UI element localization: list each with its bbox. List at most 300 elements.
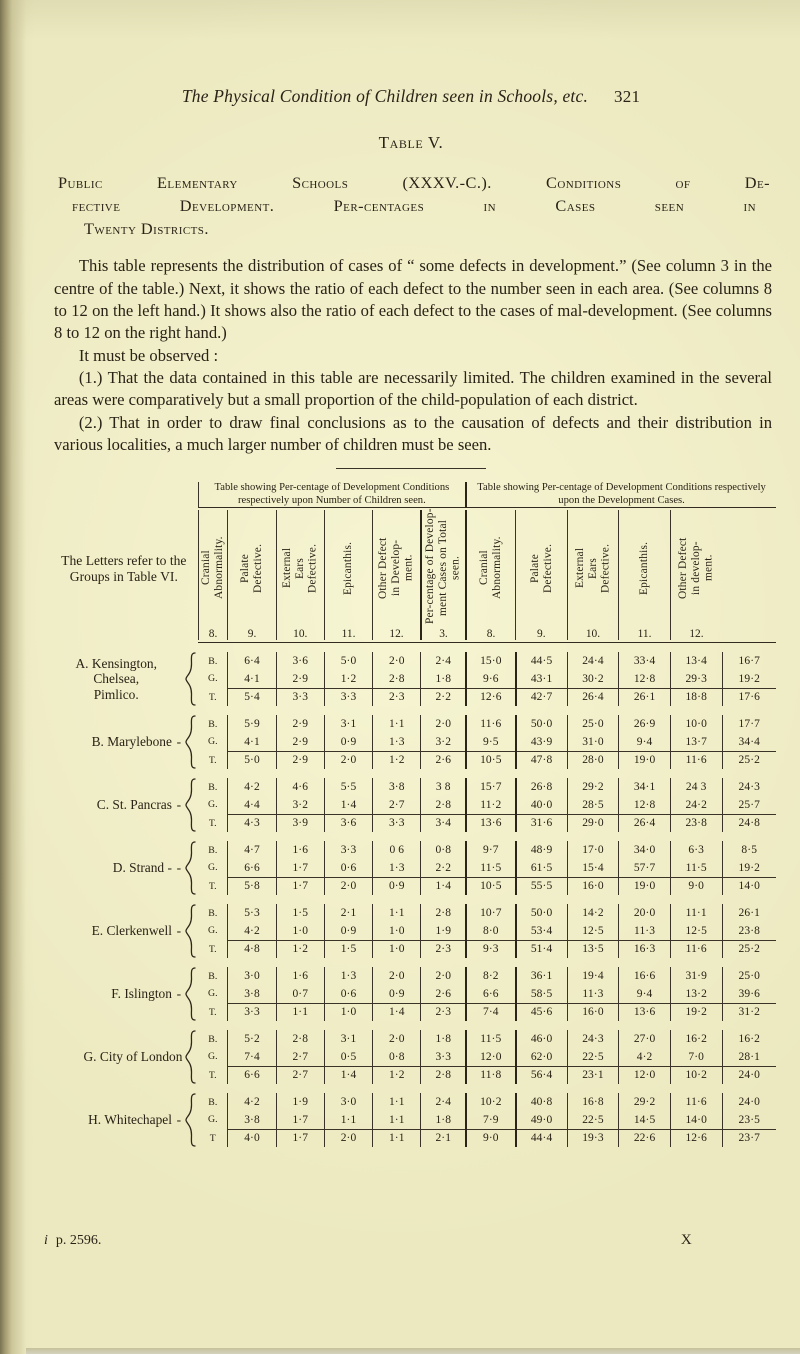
header-main: Palate xyxy=(528,553,541,583)
header-cranial-abnormality-right xyxy=(466,510,515,628)
row-group-brace xyxy=(182,967,198,1021)
table-cell: 0·9 xyxy=(373,985,421,1003)
table-number-heading: Table V. xyxy=(378,133,444,152)
row-area-label xyxy=(50,715,182,769)
row-sex-label: G. xyxy=(208,799,218,811)
header-palate-defective-left xyxy=(228,510,276,628)
header-epicanthis-right xyxy=(619,510,671,628)
table-cell: 1·1 xyxy=(373,904,421,922)
row-spacer xyxy=(50,1021,776,1030)
table-cell: 11·1 xyxy=(670,904,722,922)
row-area-dash: - xyxy=(171,860,183,876)
header-main: Other Defect xyxy=(677,536,690,599)
table-cell: 10·5 xyxy=(466,877,515,895)
spacer-cell xyxy=(50,1021,776,1030)
table-cell: 24·0 xyxy=(722,1093,776,1111)
table-cell: 34·4 xyxy=(722,733,776,751)
row-area-label-line: Chelsea, xyxy=(93,671,140,687)
table-cell: 4·2 xyxy=(619,1048,671,1066)
table-cell: 9·4 xyxy=(619,733,671,751)
table-cell: 1·1 xyxy=(373,1129,421,1147)
table-cell: 44·5 xyxy=(516,652,568,670)
table-cell: 11·6 xyxy=(670,751,722,769)
row-area-dash: - xyxy=(171,797,183,813)
table-cell: 3·2 xyxy=(276,796,324,814)
column-header-row xyxy=(50,510,776,628)
table-row xyxy=(50,904,776,922)
column-number-11-right: 11. xyxy=(619,628,671,640)
table-cell: 1·9 xyxy=(276,1093,324,1111)
table-cell: 14·0 xyxy=(670,1111,722,1129)
table-cell: 7·0 xyxy=(670,1048,722,1066)
row-group-brace xyxy=(182,1030,198,1084)
header-sub: Abnormality. xyxy=(491,536,504,600)
table-cell: 9·3 xyxy=(466,940,515,958)
header-label-vertical xyxy=(529,512,555,624)
table-cell: 9·0 xyxy=(670,877,722,895)
table-cell: 3·3 xyxy=(276,688,324,706)
header-palate-defective-right xyxy=(516,510,568,628)
development-conditions-table xyxy=(50,482,776,1147)
table-cell: 9·0 xyxy=(466,1129,515,1147)
header-sub2: ment. xyxy=(402,554,415,582)
table-cell: 15·0 xyxy=(466,652,515,670)
header-epicanthis-left xyxy=(324,510,372,628)
table-cell: 2·7 xyxy=(373,796,421,814)
table-cell: 0·8 xyxy=(373,1048,421,1066)
table-cell: 13·4 xyxy=(670,652,722,670)
header-main: Cranial xyxy=(200,550,213,586)
table-cell: 12·5 xyxy=(567,922,619,940)
table-cell: 12·0 xyxy=(466,1048,515,1066)
table-cell: 16·3 xyxy=(619,940,671,958)
table-cell: 3·3 xyxy=(228,1003,276,1021)
table-cell: 2·0 xyxy=(324,751,372,769)
table-cell: 1·7 xyxy=(276,1129,324,1147)
caption-stub-spacer xyxy=(50,482,198,508)
header-sub: in Develop- xyxy=(390,539,403,596)
table-cell: 11·2 xyxy=(466,796,515,814)
table-cell: 44·4 xyxy=(516,1129,568,1147)
right-section-caption: Table showing Per-centage of Development Conditions respectively upon the Development Cases. xyxy=(466,482,776,508)
table-cell: 15·4 xyxy=(567,859,619,877)
table-cell: 16·0 xyxy=(567,1003,619,1021)
table-cell: 2·0 xyxy=(421,715,466,733)
row-spacer xyxy=(50,769,776,778)
table-cell: 1·4 xyxy=(373,1003,421,1021)
spacer-cell xyxy=(50,643,776,653)
table-cell: 3·8 xyxy=(228,985,276,1003)
table-cell: 34·1 xyxy=(619,778,671,796)
row-sex-label: G. xyxy=(208,862,218,874)
row-area-label-line: E. Clerkenwell xyxy=(91,923,172,939)
table-cell: 3·0 xyxy=(324,1093,372,1111)
row-sex-label: B. xyxy=(208,844,218,856)
row-group-brace xyxy=(182,904,198,958)
table-cell: 4·1 xyxy=(228,733,276,751)
table-cell: 58·5 xyxy=(516,985,568,1003)
table-cell: 29·3 xyxy=(670,670,722,688)
spacer-cell xyxy=(50,706,776,715)
table-cell: 9·5 xyxy=(466,733,515,751)
column-number-8-right: 8. xyxy=(466,628,515,640)
table-cell: 0·8 xyxy=(421,841,466,859)
table-cell: 8·5 xyxy=(722,841,776,859)
header-main: Other Defect xyxy=(377,536,390,599)
table-cell: 16·8 xyxy=(567,1093,619,1111)
table-cell: 19·3 xyxy=(567,1129,619,1147)
table-cell: 1·9 xyxy=(421,922,466,940)
table-cell: 8·2 xyxy=(466,967,515,985)
table-cell: 28·5 xyxy=(567,796,619,814)
table-cell: 17·6 xyxy=(722,688,776,706)
table-cell: 1·2 xyxy=(373,751,421,769)
row-area-label-line: F. Islington xyxy=(111,986,172,1002)
table-cell: 33·4 xyxy=(619,652,671,670)
table-cell: 1·6 xyxy=(276,841,324,859)
header-other-defect-left xyxy=(373,510,421,628)
table-cell: 19·2 xyxy=(722,859,776,877)
header-sub2: Defective. xyxy=(306,543,319,593)
table-cell: 26·9 xyxy=(619,715,671,733)
table-cell: 1·8 xyxy=(421,1030,466,1048)
table-cell: 13·6 xyxy=(619,1003,671,1021)
row-area-label-line: B. Marylebone xyxy=(91,734,172,750)
row-group-brace xyxy=(182,715,198,769)
table-row xyxy=(50,652,776,670)
row-sex-label: G. xyxy=(208,673,218,685)
table-cell: 28·1 xyxy=(722,1048,776,1066)
table-cell: 2·8 xyxy=(276,1030,324,1048)
table-cell: 11·5 xyxy=(670,859,722,877)
table-cell: 39·6 xyxy=(722,985,776,1003)
table-cell: 6·6 xyxy=(466,985,515,1003)
header-external-ears-defective-left xyxy=(276,510,324,628)
column-number-12-right: 12. xyxy=(670,628,722,640)
table-cell: 2·1 xyxy=(421,1129,466,1147)
table-cell: 17·0 xyxy=(567,841,619,859)
table-cell: 11·6 xyxy=(670,1093,722,1111)
table-cell: 10·2 xyxy=(670,1066,722,1084)
row-sex-label: T xyxy=(209,1132,216,1144)
table-cell: 19·2 xyxy=(670,1003,722,1021)
row-sex-label: B. xyxy=(208,655,218,667)
table-cell: 3·3 xyxy=(324,841,372,859)
header-sub: Defective. xyxy=(252,543,265,593)
table-cell: 12·8 xyxy=(619,670,671,688)
table-cell: 4·2 xyxy=(228,1093,276,1111)
row-area-label-line: A. Kensington, xyxy=(75,655,157,671)
table-cell: 1·1 xyxy=(276,1003,324,1021)
row-sex-label: T. xyxy=(208,817,217,829)
table-row xyxy=(50,967,776,985)
table-cell: 11·3 xyxy=(619,922,671,940)
column-number-10-right: 10. xyxy=(567,628,619,640)
spacer-cell xyxy=(50,769,776,778)
table-cell: 1·1 xyxy=(324,1111,372,1129)
table-cell: 62·0 xyxy=(516,1048,568,1066)
table-cell: 36·1 xyxy=(516,967,568,985)
table-cell: 12·6 xyxy=(466,688,515,706)
table-cell: 1·7 xyxy=(276,859,324,877)
table-cell: 24·8 xyxy=(722,814,776,832)
table-cell: 2·0 xyxy=(421,967,466,985)
data-table-wrapper xyxy=(44,482,778,1147)
row-sex-label: B. xyxy=(208,907,218,919)
table-cell: 13·2 xyxy=(670,985,722,1003)
spacer-cell xyxy=(50,895,776,904)
stub-column-header xyxy=(50,510,198,628)
column-number-stub xyxy=(50,628,198,640)
table-cell: 1·4 xyxy=(324,796,372,814)
header-main: Cranial xyxy=(478,550,491,586)
table-cell: 5·0 xyxy=(324,652,372,670)
table-cell: 10·7 xyxy=(466,904,515,922)
column-number-9-left: 9. xyxy=(228,628,276,640)
table-cell: 7·4 xyxy=(466,1003,515,1021)
table-cell: 24·3 xyxy=(567,1030,619,1048)
table-cell: 16·2 xyxy=(722,1030,776,1048)
table-cell: 16·6 xyxy=(619,967,671,985)
row-area-dash: - xyxy=(171,1112,183,1128)
table-cell: 3·6 xyxy=(276,652,324,670)
table-cell: 31·9 xyxy=(670,967,722,985)
header-label-vertical xyxy=(677,512,715,624)
body-paragraph-1: This table represents the distribution of cases of “ some defects in development.” (See column 3 in the centre of the table.) Next, it shows the ratio of each defect to the number seen in each area. (See columns 8 to 12 on the left hand.) It shows also the ratio of each defect to the cases of mal-development. (See columns 8 to 12 on the right hand.) xyxy=(54,256,772,343)
table-cell: 3·8 xyxy=(373,778,421,796)
header-cranial-abnormality-left xyxy=(198,510,228,628)
row-sex-label: G. xyxy=(208,1114,218,1126)
table-cell: 3·3 xyxy=(421,1048,466,1066)
header-sub: Ears xyxy=(586,557,599,579)
body-paragraph-2: It must be observed : xyxy=(78,345,219,365)
table-cell: 2·2 xyxy=(421,688,466,706)
table-cell: 29·2 xyxy=(567,778,619,796)
table-cell: 9·6 xyxy=(466,670,515,688)
table-cell: 3·1 xyxy=(324,715,372,733)
table-cell: 23·8 xyxy=(722,922,776,940)
table-cell: 3·2 xyxy=(421,733,466,751)
table-title xyxy=(44,171,778,240)
row-sex-label: T. xyxy=(208,880,217,892)
table-cell: 48·9 xyxy=(516,841,568,859)
table-cell: 0·7 xyxy=(276,985,324,1003)
table-cell: 5·0 xyxy=(228,751,276,769)
header-label-vertical xyxy=(200,512,226,624)
row-area-label xyxy=(50,967,182,1021)
table-cell: 5·8 xyxy=(228,877,276,895)
table-cell: 49·0 xyxy=(516,1111,568,1129)
header-sub2: ment. xyxy=(702,554,715,582)
table-cell: 25·2 xyxy=(722,940,776,958)
table-cell: 5·3 xyxy=(228,904,276,922)
table-cell: 1·4 xyxy=(421,877,466,895)
table-cell: 2·3 xyxy=(373,688,421,706)
table-cell: 2·3 xyxy=(421,940,466,958)
table-cell: 56·4 xyxy=(516,1066,568,1084)
column-number-row xyxy=(50,628,776,640)
row-spacer xyxy=(50,643,776,653)
table-cell: 2·1 xyxy=(324,904,372,922)
row-group-brace xyxy=(182,778,198,832)
footnote-signature: i xyxy=(44,1233,48,1248)
table-cell: 5·2 xyxy=(228,1030,276,1048)
table-cell: 25·7 xyxy=(722,796,776,814)
body-paragraph-4: (2.) That in order to draw final conclusions as to the causation of defects and their distribution in various localities, a much larger number of children must be seen. xyxy=(54,412,772,454)
table-cell: 1·2 xyxy=(373,1066,421,1084)
table-cell: 46·0 xyxy=(516,1030,568,1048)
header-label-vertical xyxy=(239,512,265,624)
row-group-brace xyxy=(182,1093,198,1147)
table-cell: 6·4 xyxy=(228,652,276,670)
table-cell: 1·1 xyxy=(373,1111,421,1129)
header-label-vertical xyxy=(638,512,651,624)
column-number-10-left: 10. xyxy=(276,628,324,640)
row-spacer xyxy=(50,706,776,715)
row-sex-label: T. xyxy=(208,691,217,703)
header-sub: Ears xyxy=(293,557,306,579)
table-cell: 1·0 xyxy=(373,940,421,958)
table-cell: 19·2 xyxy=(722,670,776,688)
table-cell: 1·7 xyxy=(276,877,324,895)
row-area-label-line: H. Whitechapel xyxy=(88,1112,172,1128)
row-sex-label: G. xyxy=(208,988,218,1000)
table-cell: 31·2 xyxy=(722,1003,776,1021)
row-sex-label: B. xyxy=(208,718,218,730)
table-cell: 1·0 xyxy=(373,922,421,940)
caption-row xyxy=(50,482,776,508)
header-label-vertical xyxy=(424,508,462,624)
column-number-12-left: 12. xyxy=(373,628,421,640)
header-main: Per-centage of Develop- xyxy=(424,508,437,624)
signature-mark: X xyxy=(680,1232,692,1248)
table-cell: 0·9 xyxy=(324,733,372,751)
table-row xyxy=(50,1093,776,1111)
table-cell: 4·6 xyxy=(276,778,324,796)
header-label-vertical xyxy=(478,512,504,624)
table-cell: 9·7 xyxy=(466,841,515,859)
table-cell: 47·8 xyxy=(516,751,568,769)
table-row xyxy=(50,841,776,859)
column-number-3-centre: 3. xyxy=(421,628,466,640)
table-cell: 9·4 xyxy=(619,985,671,1003)
stub-header-text: The Letters refer to the Groups in Table VI. xyxy=(61,552,187,585)
table-cell: 24·2 xyxy=(670,796,722,814)
row-sex-label: G. xyxy=(208,1051,218,1063)
table-cell: 3·3 xyxy=(324,688,372,706)
table-cell: 11·8 xyxy=(466,1066,515,1084)
table-cell: 1·4 xyxy=(324,1066,372,1084)
table-cell: 3 8 xyxy=(421,778,466,796)
table-cell: 10·0 xyxy=(670,715,722,733)
table-cell: 24·4 xyxy=(567,652,619,670)
table-cell: 12·8 xyxy=(619,796,671,814)
row-spacer xyxy=(50,958,776,967)
table-cell: 51·4 xyxy=(516,940,568,958)
table-cell: 2·9 xyxy=(276,751,324,769)
header-main: Epicanthis. xyxy=(638,541,651,595)
table-cell: 12·5 xyxy=(670,922,722,940)
table-cell: 13·7 xyxy=(670,733,722,751)
table-cell: 19·4 xyxy=(567,967,619,985)
table-cell: 30·2 xyxy=(567,670,619,688)
header-external-ears-defective-right xyxy=(567,510,619,628)
table-cell: 22·5 xyxy=(567,1048,619,1066)
column-number-9-right: 9. xyxy=(516,628,568,640)
table-cell: 26·1 xyxy=(619,688,671,706)
table-cell: 34·0 xyxy=(619,841,671,859)
table-cell: 7·9 xyxy=(466,1111,515,1129)
table-cell: 26·8 xyxy=(516,778,568,796)
row-area-label-line: G. City of London xyxy=(83,1049,183,1065)
table-cell: 0·9 xyxy=(373,877,421,895)
table-cell: 24·3 xyxy=(722,778,776,796)
table-cell: 3·6 xyxy=(324,814,372,832)
row-sex-label: B. xyxy=(208,1096,218,1108)
row-area-label xyxy=(50,1030,182,1084)
table-cell: 26·4 xyxy=(619,814,671,832)
row-spacer xyxy=(50,832,776,841)
row-sex-label: T. xyxy=(208,1069,217,1081)
table-cell: 10·5 xyxy=(466,751,515,769)
row-area-label-line: Pimlico. xyxy=(93,687,139,703)
table-cell: 5·4 xyxy=(228,688,276,706)
table-cell: 3·1 xyxy=(324,1030,372,1048)
table-cell: 6·6 xyxy=(228,1066,276,1084)
table-cell: 2·6 xyxy=(421,985,466,1003)
row-sex-label: B. xyxy=(208,970,218,982)
header-sub: Abnormality. xyxy=(213,536,226,600)
table-row xyxy=(50,715,776,733)
header-main: Epicanthis. xyxy=(342,541,355,595)
table-cell: 14·0 xyxy=(722,877,776,895)
running-head xyxy=(44,86,778,107)
header-label-vertical xyxy=(342,512,355,624)
table-cell: 22·5 xyxy=(567,1111,619,1129)
table-cell: 4·1 xyxy=(228,670,276,688)
table-cell: 0 6 xyxy=(373,841,421,859)
table-cell: 2·0 xyxy=(324,877,372,895)
row-area-label-line: C. St. Pancras xyxy=(96,797,172,813)
table-cell: 2·0 xyxy=(373,1030,421,1048)
table-cell: 2·3 xyxy=(421,1003,466,1021)
table-cell: 6·6 xyxy=(228,859,276,877)
table-cell: 12·0 xyxy=(619,1066,671,1084)
table-cell: 1·3 xyxy=(373,859,421,877)
table-cell: 3·9 xyxy=(276,814,324,832)
table-cell: 43·9 xyxy=(516,733,568,751)
table-cell: 1·2 xyxy=(276,940,324,958)
table-cell: 24·0 xyxy=(722,1066,776,1084)
row-sex-label: B. xyxy=(208,781,218,793)
table-cell: 2·6 xyxy=(421,751,466,769)
header-main: Palate xyxy=(239,553,252,583)
table-cell: 2·8 xyxy=(421,1066,466,1084)
table-cell: 14·5 xyxy=(619,1111,671,1129)
page-number: 321 xyxy=(614,87,641,106)
table-cell: 2·4 xyxy=(421,652,466,670)
table-cell: 2·8 xyxy=(421,904,466,922)
table-cell: 8·0 xyxy=(466,922,515,940)
row-spacer xyxy=(50,895,776,904)
table-cell: 1·3 xyxy=(373,733,421,751)
table-cell: 2·0 xyxy=(373,652,421,670)
table-cell: 23·8 xyxy=(670,814,722,832)
table-body xyxy=(50,482,776,1147)
table-cell: 25·0 xyxy=(722,967,776,985)
spacer-cell xyxy=(50,832,776,841)
table-cell: 2·9 xyxy=(276,715,324,733)
